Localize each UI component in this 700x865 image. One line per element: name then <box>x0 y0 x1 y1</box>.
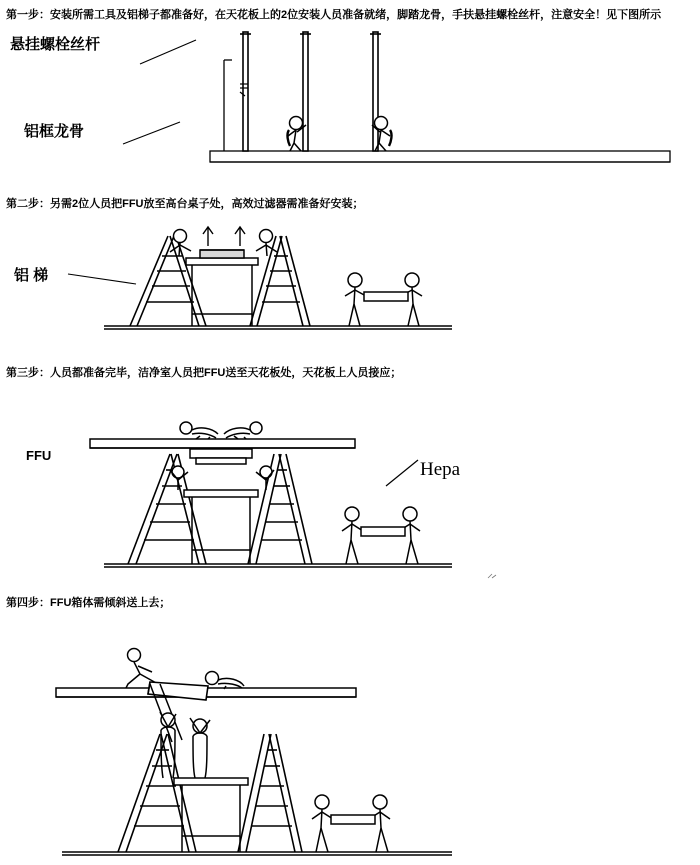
high-table <box>174 778 248 852</box>
ground-line <box>104 326 452 329</box>
worker-figure <box>342 507 363 564</box>
figure-1 <box>0 26 700 176</box>
step-3-lead: 第三步： <box>6 367 50 379</box>
aluminium-ladder <box>118 734 196 852</box>
ceiling-deck <box>90 439 355 448</box>
step-4-body: FFU箱体需倾斜送上去； <box>50 597 171 609</box>
ground-line <box>104 564 452 567</box>
aluminium-ladder <box>128 454 206 564</box>
step-1-body: 安装所需工具及铝梯子都准备好，在天花板上的2位安装人员准备就绪，脚踏龙骨，手扶悬挂螺栓丝杆，注意安全！见下图所示 <box>50 9 662 21</box>
worker-figure <box>206 672 245 690</box>
ceiling-deck <box>210 151 670 162</box>
label-hepa: Hepa <box>420 459 461 480</box>
worker-figure <box>190 718 210 778</box>
label-aluminium-ladder: 铝 梯 <box>14 267 49 284</box>
step-2-body: 另需2位人员把FFU放至高台桌子处，高效过滤器需准备好安装； <box>50 198 364 210</box>
step-4-lead: 第四步： <box>6 597 50 609</box>
figure-4 <box>0 622 700 862</box>
aluminium-ladder <box>248 454 312 564</box>
high-table <box>184 490 258 564</box>
worker-figure <box>312 795 333 852</box>
hepa-filter <box>361 527 405 536</box>
step-1-lead: 第一步： <box>6 9 50 21</box>
leader-lines <box>386 460 418 486</box>
step-3-body: 人员都准备完毕，洁净室人员把FFU送至天花板处，天花板上人员接应； <box>50 367 402 379</box>
worker-figure <box>224 422 262 439</box>
aluminium-ladder <box>130 236 206 326</box>
step-1-text <box>6 8 661 22</box>
worker-figure <box>256 466 274 490</box>
worker-figure <box>180 422 218 439</box>
leader-lines <box>123 40 196 144</box>
label-hanging-bolt: 悬挂螺栓丝杆 <box>10 36 101 53</box>
ffu-unit <box>190 449 252 464</box>
label-aluminium-frame-keel: 铝框龙骨 <box>24 123 85 140</box>
label-ffu: FFU <box>26 448 52 463</box>
aluminium-ladder <box>238 734 302 852</box>
step-2-lead: 第二步： <box>6 198 50 210</box>
step-3-text <box>6 366 401 380</box>
figure-2 <box>0 222 700 342</box>
hanging-bolt-rods <box>240 32 381 151</box>
ffu-unit <box>364 292 408 301</box>
up-arrow-icon <box>235 227 245 246</box>
high-table <box>186 250 258 326</box>
step-2-text <box>6 197 364 211</box>
leader-lines <box>68 274 136 284</box>
ground-line <box>62 852 452 855</box>
worker-figure <box>345 273 366 326</box>
up-arrow-icon <box>203 227 213 246</box>
figure-3 <box>0 392 700 582</box>
ffu-unit <box>331 815 375 824</box>
step-4-text <box>6 596 170 610</box>
